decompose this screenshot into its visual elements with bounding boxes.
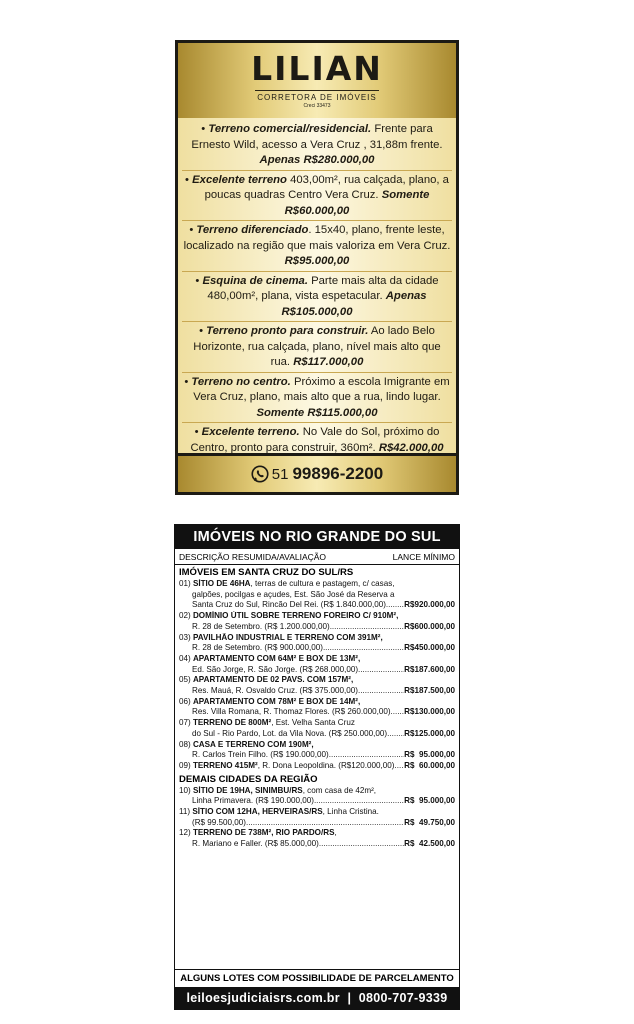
listing-price: Apenas R$280.000,00 — [259, 154, 375, 166]
auction-footer-contact: leiloesjudiciaisrs.com.br | 0800-707-9339 — [175, 987, 459, 1009]
column-min-bid: LANCE MÍNIMO — [392, 552, 455, 562]
item-title: TERRENO DE 738M², RIO PARDO/RS — [192, 828, 335, 838]
item-title: APARTAMENTO COM 78M² E BOX DE 14M², — [192, 696, 361, 706]
listing-text: Ao lado Belo Horizonte, rua calçada, plano, nível mais alto que rua. — [193, 325, 441, 368]
listing-text: No Vale do Sol, próximo do Centro, pronto para construir, 360m². — [190, 426, 440, 453]
auction-column-header — [175, 549, 459, 565]
listing-title: Terreno comercial/residencial. — [208, 123, 372, 135]
item-details-line: galpões, pocilgas e açudes, Est. São José da Reserva a — [192, 589, 395, 599]
item-valuation: Ed. São Jorge, R. São Jorge. (R$ 268.000,00) — [192, 664, 359, 674]
listing-price: R$117.000,00 — [293, 356, 364, 368]
auction-item — [175, 675, 459, 696]
item-details: , com casa de 42m², — [302, 785, 377, 795]
item-title: TERRENO DE 800M² — [192, 718, 272, 728]
item-min-bid: R$130.000,00 — [404, 707, 455, 717]
item-number: 11) — [179, 807, 191, 817]
listing-item: • Terreno diferenciado. 15x40, plano, frente leste, localizado na região que mais valoriza em Vera Cruz. R$95.000,00 — [182, 223, 452, 272]
item-title: CASA E TERRENO COM 190M², — [192, 739, 314, 749]
listing-price: Somente R$115.000,00 — [256, 406, 378, 419]
listing-text: Frente para Ernesto Wild, acesso a Vera Cruz , 31,88m frente. — [191, 123, 443, 151]
item-number: 12) — [179, 828, 191, 838]
auction-item — [175, 654, 459, 675]
item-valuation: (R$ 99.500,00) — [192, 817, 246, 827]
item-number: 04) — [179, 653, 191, 663]
auction-item — [175, 807, 459, 828]
listing-title: Esquina de cinema. — [202, 274, 308, 287]
item-number: 01) — [179, 579, 191, 588]
auction-item — [175, 718, 459, 739]
item-title: APARTAMENTO COM 64M² E BOX DE 13M², — [192, 653, 361, 663]
item-min-bid: R$ 95.000,00 — [404, 750, 455, 760]
auction-ad — [174, 524, 460, 1010]
item-valuation: R. 28 de Setembro. (R$ 1.200.000,00) — [192, 621, 330, 631]
whatsapp-icon — [251, 465, 269, 483]
item-title: APARTAMENTO DE 02 PAVS. COM 157M², — [192, 675, 354, 685]
lilian-real-estate-ad — [175, 40, 459, 495]
column-description: DESCRIÇÃO RESUMIDA/AVALIAÇÃO — [179, 552, 327, 562]
auction-item — [175, 828, 459, 849]
item-min-bid: R$ 49.750,00 — [404, 817, 455, 827]
auction-item — [175, 697, 459, 718]
installments-note: ALGUNS LOTES COM POSSIBILIDADE DE PARCELAMENTO — [175, 969, 459, 987]
auction-title: IMÓVEIS NO RIO GRANDE DO SUL — [175, 525, 459, 549]
listing-item: • Esquina de cinema. Parte mais alta da cidade 480,00m², plana, vista espetacular. Apenas R$105.000,00 — [182, 274, 452, 323]
listing-text: 403,00m², rua calçada, plano, a poucas quadras Centro Vera Cruz. — [204, 173, 449, 201]
item-valuation: Santa Cruz do Sul, Rincão Del Rei. (R$ 1.840.000,00) — [192, 600, 386, 610]
item-title: SÍTIO COM 12HA, HERVEIRAS/RS — [192, 807, 323, 817]
item-number: 06) — [179, 696, 191, 706]
listing-price: Apenas R$105.000,00 — [281, 290, 427, 318]
item-valuation: Res. Villa Romana, R. Thomaz Flores. (R$ 260.000,00) — [192, 707, 391, 717]
item-title: SÍTIO DE 19HA, SINIMBU/RS — [192, 785, 303, 795]
item-valuation: do Sul - Rio Pardo, Lot. da Vila Nova. (R$ 250.000,00) — [192, 728, 388, 738]
listing-price: R$42.000,00 — [378, 441, 444, 453]
item-number: 03) — [179, 632, 191, 642]
item-min-bid: R$450.000,00 — [404, 643, 455, 653]
listing-title: Terreno pronto para construir. — [206, 325, 369, 337]
listings-panel — [178, 118, 456, 453]
logo-creci: Creci 33473 — [303, 103, 331, 109]
auction-item — [175, 579, 459, 611]
listing-text: . 15x40, plano, frente leste, localizado na região que mais valoriza em Vera Cruz. — [183, 224, 451, 252]
item-min-bid: R$187.600,00 — [404, 664, 455, 674]
item-min-bid: R$125.000,00 — [404, 728, 455, 738]
listing-title: Excelente terreno. — [201, 426, 300, 438]
phone-prefix: 51 — [271, 465, 289, 483]
listing-price: R$95.000,00 — [284, 255, 350, 267]
item-min-bid: R$187.500,00 — [404, 686, 455, 696]
listing-title: Terreno no centro. — [191, 375, 291, 388]
item-valuation: R. 28 de Setembro. (R$ 900.000,00) — [192, 643, 323, 653]
item-valuation: Res. Mauá, R. Osvaldo Cruz. (R$ 375.000,00) — [192, 686, 358, 696]
item-min-bid: R$600.000,00 — [404, 621, 455, 631]
item-valuation: R. Carlos Trein Filho. (R$ 190.000,00) — [192, 750, 329, 760]
item-min-bid: R$ 60.000,00 — [404, 760, 455, 770]
section-heading: IMÓVEIS EM SANTA CRUZ DO SUL/RS — [179, 567, 354, 578]
auction-item — [175, 611, 459, 632]
item-number: 10) — [179, 785, 191, 795]
item-title: SÍTIO DE 46HA — [192, 579, 251, 588]
auction-item — [175, 786, 459, 807]
item-number: 05) — [179, 675, 191, 685]
item-details: , R. Dona Leopoldina. (R$120.000,00) — [257, 760, 395, 770]
listing-text: Próximo a escola Imigrante em Vera Cruz, plano, mais alto que a rua, lindo lugar. — [193, 375, 450, 403]
item-valuation: Linha Primavera. (R$ 190.000,00) — [192, 796, 314, 806]
listing-item: • Terreno comercial/residencial. Frente para Ernesto Wild, acesso a Vera Cruz , 31,88m frente. Apenas R$280.000,00 — [182, 122, 452, 171]
auction-item — [175, 633, 459, 654]
logo-subtitle: CORRETORA DE IMÓVEIS — [257, 93, 377, 102]
listing-item: • Excelente terreno. No Vale do Sol, próximo do Centro, pronto para construir, 360m². R$42.000,00 — [190, 426, 444, 453]
listing-item: • Terreno pronto para construir. Ao lado Belo Horizonte, rua calçada, plano, nível mais alto que rua. R$117.000,00 — [182, 324, 452, 373]
item-details: , terras de cultura e pastagem, c/ casas, — [250, 579, 395, 588]
listing-item: • Excelente terreno 403,00m², rua calçada, plano, a poucas quadras Centro Vera Cruz. Somente R$60.000,00 — [182, 173, 452, 222]
section-heading: DEMAIS CIDADES DA REGIÃO — [179, 773, 318, 785]
item-min-bid: R$920.000,00 — [404, 600, 455, 610]
item-number: 09) — [179, 760, 191, 770]
item-valuation: R. Mariano e Faller. (R$ 85.000,00) — [192, 839, 319, 849]
listing-item: • Terreno no centro. Próximo a escola Imigrante em Vera Cruz, plano, mais alto que a rua, lindo lugar. Somente R$115.000,00 — [182, 375, 452, 424]
listing-title: Terreno diferenciado — [196, 224, 309, 236]
logo-divider — [255, 90, 379, 91]
lilian-logo-wordmark: LILIAN — [251, 49, 383, 88]
listing-title: Excelente terreno — [192, 173, 287, 186]
phone-number: 99896-2200 — [292, 464, 384, 483]
item-title: TERRENO 415M² — [192, 760, 258, 770]
auction-item — [175, 761, 459, 772]
lilian-logo-header — [178, 43, 456, 118]
item-details: , Est. Velha Santa Cruz — [271, 718, 355, 728]
item-number: 08) — [179, 739, 191, 749]
item-number: 02) — [179, 611, 191, 621]
item-details: , — [334, 828, 337, 838]
phone-bar — [178, 456, 456, 492]
item-details: , Linha Cristina. — [322, 807, 379, 817]
auction-item — [175, 740, 459, 761]
item-title: DOMÍNIO ÚTIL SOBRE TERRENO FOREIRO C/ 910M², — [192, 611, 399, 621]
item-min-bid: R$ 95.000,00 — [404, 796, 455, 806]
listing-price: Somente R$60.000,00 — [284, 189, 430, 217]
item-title: PAVILHÃO INDUSTRIAL E TERRENO COM 391M², — [192, 632, 383, 642]
item-min-bid: R$ 42.500,00 — [404, 839, 455, 849]
listing-text: Parte mais alta da cidade 480,00m², plana, vista espetacular. — [207, 274, 439, 302]
item-number: 07) — [179, 718, 191, 728]
listings-list — [178, 118, 456, 453]
